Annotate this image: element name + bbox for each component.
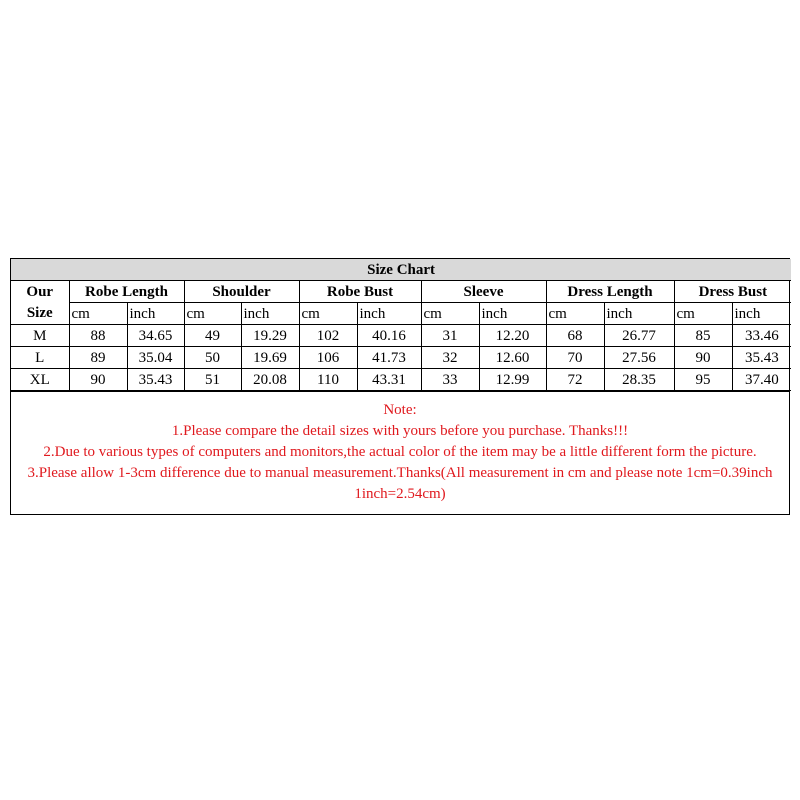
value-cell: 70	[546, 347, 604, 369]
value-cell: 110	[299, 369, 357, 391]
unit-label: cm	[184, 303, 241, 325]
value-cell: 106	[299, 347, 357, 369]
value-cell: 68	[546, 325, 604, 347]
unit-label: inch	[479, 303, 546, 325]
unit-header-row	[11, 303, 791, 325]
value-cell: 12.99	[479, 369, 546, 391]
size-header-line-1: Our	[26, 283, 54, 300]
measurement-header: Robe Bust	[299, 281, 421, 303]
value-cell: 35.43	[127, 369, 184, 391]
size-header-line-2: Size	[26, 304, 53, 321]
value-cell: 90	[69, 369, 127, 391]
value-cell: 35.04	[127, 347, 184, 369]
table-row	[11, 325, 791, 347]
value-cell: 37.40	[732, 369, 791, 391]
value-cell: 26.77	[604, 325, 674, 347]
unit-label: inch	[127, 303, 184, 325]
size-cell: XL	[11, 369, 69, 391]
value-cell: 43.31	[357, 369, 421, 391]
notes-section	[11, 391, 789, 514]
unit-label: cm	[69, 303, 127, 325]
value-cell: 41.73	[357, 347, 421, 369]
size-cell: M	[11, 325, 69, 347]
value-cell: 27.56	[604, 347, 674, 369]
value-cell: 35.43	[732, 347, 791, 369]
value-cell: 33	[421, 369, 479, 391]
value-cell: 95	[674, 369, 732, 391]
value-cell: 40.16	[357, 325, 421, 347]
unit-label: inch	[732, 303, 791, 325]
value-cell: 102	[299, 325, 357, 347]
table-row	[11, 347, 791, 369]
value-cell: 33.46	[732, 325, 791, 347]
unit-label: inch	[604, 303, 674, 325]
value-cell: 51	[184, 369, 241, 391]
size-cell: L	[11, 347, 69, 369]
unit-label: inch	[357, 303, 421, 325]
size-table	[11, 259, 791, 391]
value-cell: 50	[184, 347, 241, 369]
value-cell: 31	[421, 325, 479, 347]
value-cell: 49	[184, 325, 241, 347]
measurement-header: Dress Bust	[674, 281, 791, 303]
size-chart	[10, 258, 790, 515]
unit-label: cm	[299, 303, 357, 325]
unit-label: inch	[241, 303, 299, 325]
value-cell: 12.60	[479, 347, 546, 369]
value-cell: 72	[546, 369, 604, 391]
value-cell: 34.65	[127, 325, 184, 347]
size-column-header	[11, 281, 69, 325]
measurement-header: Dress Length	[546, 281, 674, 303]
value-cell: 19.29	[241, 325, 299, 347]
value-cell: 90	[674, 347, 732, 369]
value-cell: 32	[421, 347, 479, 369]
value-cell: 88	[69, 325, 127, 347]
note-heading: Note:	[383, 402, 417, 418]
value-cell: 89	[69, 347, 127, 369]
note-1: 1.Please compare the detail sizes with yours before you purchase. Thanks!!!	[171, 423, 629, 439]
measurement-header: Shoulder	[184, 281, 299, 303]
value-cell: 12.20	[479, 325, 546, 347]
unit-label: cm	[546, 303, 604, 325]
value-cell: 19.69	[241, 347, 299, 369]
value-cell: 85	[674, 325, 732, 347]
measurement-header: Sleeve	[421, 281, 546, 303]
note-2: 2.Due to various types of computers and monitors,the actual color of the item may be a little different form the picture.	[43, 444, 757, 460]
value-cell: 28.35	[604, 369, 674, 391]
note-3: 3.Please allow 1-3cm difference due to manual measurement.Thanks(All measurement in cm and please note 1cm=0.39inch 1inch=2.54cm)	[27, 465, 773, 502]
measurement-header: Robe Length	[69, 281, 184, 303]
unit-label: cm	[674, 303, 732, 325]
value-cell: 20.08	[241, 369, 299, 391]
table-title: Size Chart	[11, 259, 791, 281]
unit-label: cm	[421, 303, 479, 325]
measurement-header-row	[11, 281, 791, 303]
table-row	[11, 369, 791, 391]
